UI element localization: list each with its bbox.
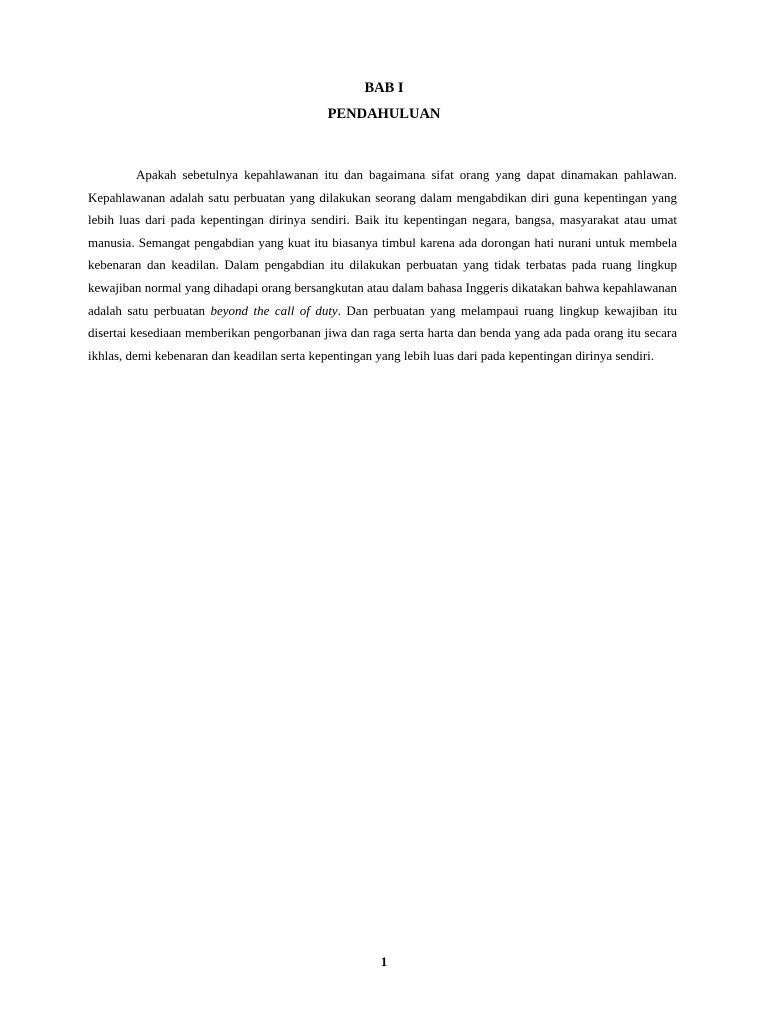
paragraph-text-end: . Dan perbuatan yang melampaui ruang lingkup kewajiban itu disertai kesediaan memberikan pengorbanan jiwa dan raga serta harta dan benda yang ada pada orang itu secara ikhlas, demi kebenaran dan keadilan serta kepentingan yang lebih luas dari pada kepentingan dirinya sendiri. <box>88 302 677 363</box>
paragraph-text-start: Apakah sebetulnya kepahlawanan itu dan bagaimana sifat orang yang dapat dinamakan pahlawan. Kepahlawanan adalah satu perbuatan yang dilakukan seorang dalam mengabdikan diri guna kepentingan yang lebih luas dari pada kepentingan dirinya sendiri. Baik itu kepentingan negara, bangsa, masyarakat atau umat manusia. Semangat pengabdian yang kuat itu biasanya timbul karena ada dorongan hati nurani untuk membela kebenaran dan keadilan. Dalam pengabdian itu dilakukan perbuatan yang tidak terbatas pada ruang lingkup kewajiban normal yang dihadapi orang bersangkutan atau dalam bahasa Inggeris dikatakan bahwa kepahlawanan adalah satu perbuatan <box>88 167 677 318</box>
italic-phrase: beyond the call of duty <box>210 302 338 318</box>
page-number: 1 <box>380 954 388 969</box>
body-paragraph <box>88 164 677 367</box>
chapter-number: BAB I <box>364 80 404 96</box>
chapter-title: PENDAHULUAN <box>327 106 441 122</box>
